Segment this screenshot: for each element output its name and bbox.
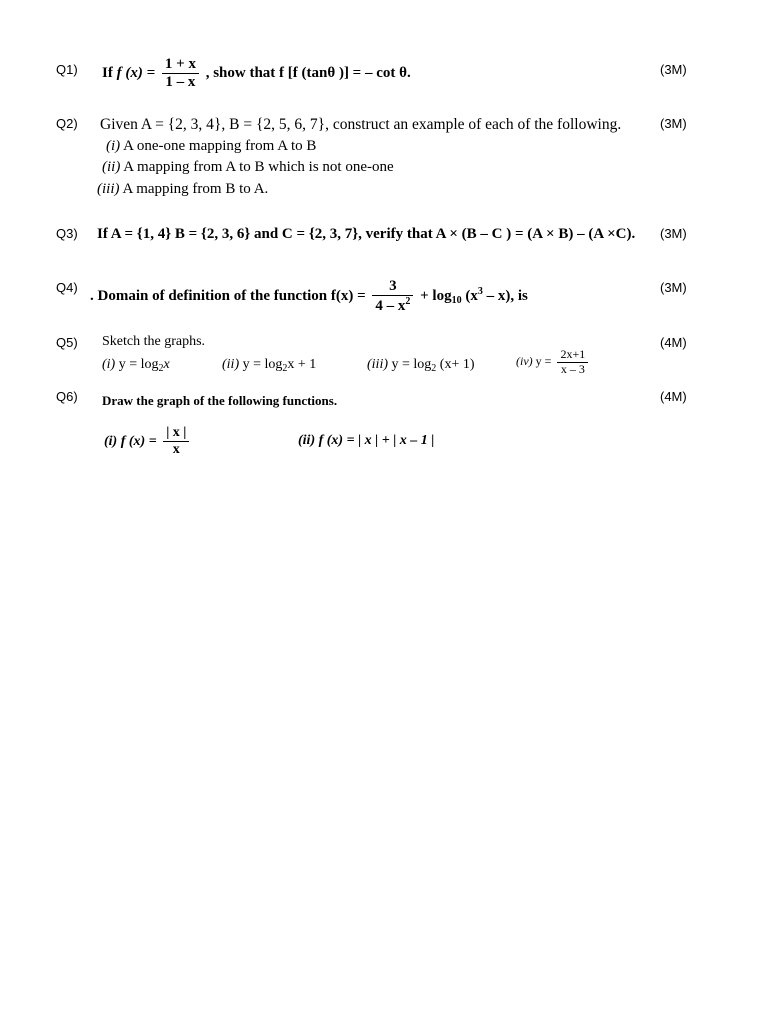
- q4-paren: (x: [465, 288, 478, 305]
- q5-part-tag: (ii): [222, 357, 240, 372]
- q6-fraction: [163, 425, 189, 458]
- q5-part: [102, 357, 170, 374]
- q4-fraction: [372, 278, 413, 316]
- q2-item-tag: (iii): [97, 181, 120, 197]
- question-number: Q4): [56, 280, 78, 295]
- q5-part: [367, 357, 475, 374]
- q5-part-tail: x + 1: [287, 357, 317, 372]
- q5-part: [222, 357, 316, 374]
- q4-paren-rest: – x), is: [486, 288, 528, 305]
- q5-part-tail: (x+ 1): [436, 357, 475, 372]
- q5-part-expr: y = log: [242, 357, 283, 372]
- question-marks: (3M): [660, 226, 687, 241]
- q4-fraction-numerator: 3: [372, 278, 413, 296]
- q4-log: + log: [420, 288, 452, 305]
- q4-log-base: 10: [451, 295, 462, 307]
- question-marks: (4M): [660, 389, 687, 404]
- q1-fraction: [162, 56, 199, 92]
- q1-prefix: If: [102, 65, 113, 82]
- q5-part-tag: (i): [102, 357, 116, 372]
- question-marks: (3M): [660, 280, 687, 295]
- q2-item-tag: (ii): [102, 159, 121, 175]
- q5-part-expr: y = log: [118, 357, 159, 372]
- question-marks: (4M): [660, 335, 687, 350]
- question-number: Q1): [56, 62, 78, 77]
- q1-fx: f (x) =: [116, 65, 156, 82]
- q2-item-text: A one-one mapping from A to B: [123, 138, 317, 154]
- question-3-text: If A = {1, 4} B = {2, 3, 6} and C = {2, 3, 7}, verify that A × (B – C ) = (A × B) – (A ×C).: [97, 226, 636, 242]
- question-number: Q3): [56, 226, 78, 241]
- question-1-text: [102, 56, 411, 92]
- question-2-text: Given A = {2, 3, 4}, B = {2, 5, 6, 7}, construct an example of each of the following.: [100, 116, 622, 133]
- q5-part-base: 2: [158, 363, 164, 374]
- q5-part-base: 2: [282, 363, 288, 374]
- question-marks: (3M): [660, 116, 687, 131]
- q4-fraction-denominator: $4 - x^2$: [375, 296, 411, 315]
- q6-part-tag: (ii): [298, 433, 316, 448]
- q6-part: [104, 425, 192, 458]
- q6-fraction-numerator: | x |: [163, 425, 189, 442]
- question-4-text: [90, 278, 528, 316]
- q2-item-text: A mapping from A to B which is not one-one: [123, 159, 394, 175]
- q5-part-expr: y =: [535, 354, 552, 369]
- q6-fraction-denominator: x: [172, 442, 180, 458]
- q5-fraction-numerator: 2x+1: [557, 348, 588, 363]
- q5-part-tag: (iii): [367, 357, 388, 372]
- q5-part-expr: y = log: [391, 357, 432, 372]
- q5-part: [516, 348, 591, 377]
- q5-fraction-denominator: x – 3: [560, 361, 585, 376]
- q2-item-text: A mapping from B to A.: [122, 181, 269, 197]
- question-5-text: Sketch the graphs.: [102, 334, 206, 349]
- q1-fraction-numerator: 1 + x: [162, 56, 199, 74]
- q5-part-tail: x: [163, 357, 170, 372]
- q6-part: [298, 433, 434, 449]
- q2-item-tag: (i): [106, 138, 121, 154]
- q2-item: [106, 138, 316, 155]
- question-marks: (3M): [660, 62, 687, 77]
- question-6-text: Draw the graph of the following functions.: [102, 393, 338, 408]
- q6-part-tag: (i): [104, 433, 118, 449]
- q5-part-base: 2: [431, 363, 437, 374]
- q2-item: [97, 181, 268, 198]
- q4-paren-exp: 3: [477, 286, 483, 298]
- question-number: Q6): [56, 389, 78, 404]
- question-number: Q5): [56, 335, 78, 350]
- q5-part-tag: (iv): [516, 354, 533, 369]
- q1-fraction-denominator: 1 – x: [165, 74, 196, 91]
- q4-lead: . Domain of definition of the function f(x) =: [90, 288, 366, 305]
- question-number: Q2): [56, 116, 78, 131]
- q5-fraction: [557, 348, 588, 377]
- q6-part-expr: f (x) =: [120, 433, 157, 449]
- q1-suffix: , show that f [f (tanθ )] = – cot θ.: [205, 65, 411, 82]
- q2-item: [102, 159, 394, 176]
- q6-part-expr: f (x) = | x | + | x – 1 |: [318, 433, 435, 448]
